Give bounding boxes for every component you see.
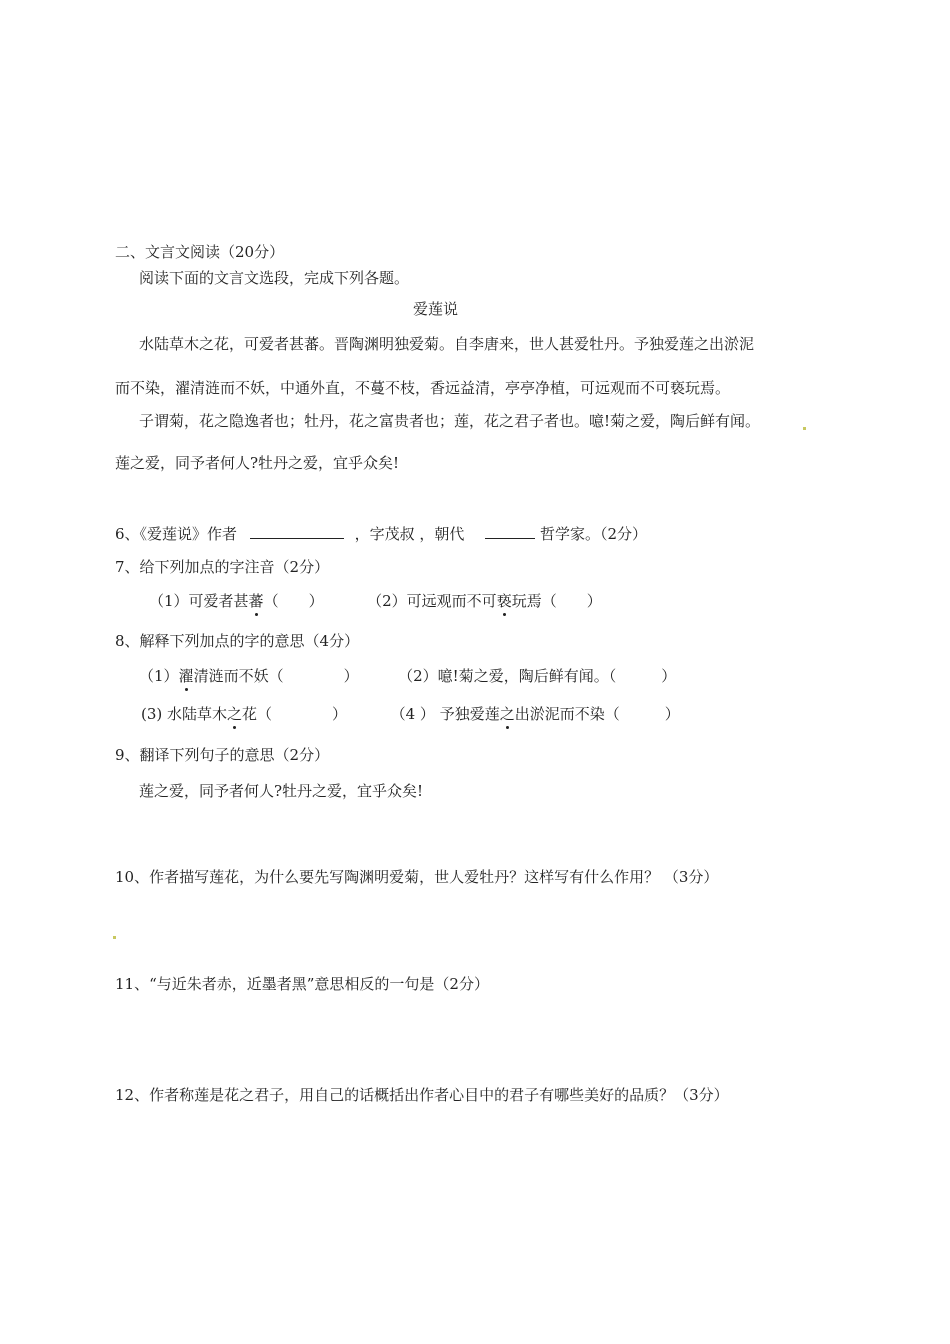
q8-item1-post: 清涟而不妖（ ） xyxy=(193,667,359,685)
q7-item2-dotted: 亵 xyxy=(496,592,512,610)
q6-part2: ，字茂叔 ，朝代 xyxy=(354,525,465,543)
question-9-stem: 9、翻译下列句子的意思（2分） xyxy=(115,746,330,764)
question-7-items xyxy=(149,591,602,611)
section-instruction: 阅读下面的文言文选段，完成下列各题。 xyxy=(139,269,410,287)
question-6 xyxy=(115,522,647,544)
question-11: 11、“与近朱者赤，近墨者黑”意思相反的一句是（2分） xyxy=(115,975,489,993)
passage-p2-line2: 莲之爱，同予者何人?牡丹之爱，宜乎众矣! xyxy=(115,454,400,472)
question-8-row2 xyxy=(141,704,680,724)
question-12: 12、作者称莲是花之君子，用自己的话概括出作者心目中的君子有哪些美好的品质？（3分） xyxy=(115,1086,729,1104)
q8-item3-post: 花（ ） xyxy=(242,705,348,723)
q6-part1: 6、《爱莲说》作者 xyxy=(115,525,238,543)
q7-item1-post: （ ） xyxy=(263,592,324,610)
q7-item2-pre: （2）可远观而不可 xyxy=(367,592,497,610)
q7-item1-pre: （1）可爱者甚 xyxy=(149,592,249,610)
q8-item3-pre: (3) 水陆草木 xyxy=(141,705,228,723)
q6-dynasty-blank[interactable] xyxy=(485,522,535,539)
question-8-stem: 8、解释下列加点的字的意思（4分） xyxy=(115,632,360,650)
q8-item4-post: 出淤泥而不染（ ） xyxy=(514,705,680,723)
q8-item4-dotted: 之 xyxy=(499,705,515,723)
q7-item2-post: 玩焉（ ） xyxy=(511,592,602,610)
q8-item2: （2）噫!菊之爱，陶后鲜有闻。（ ） xyxy=(398,667,677,685)
speck-mark xyxy=(113,936,116,939)
q7-item1-dotted: 蕃 xyxy=(248,592,264,610)
speck-mark-2 xyxy=(803,427,806,430)
q6-author-blank[interactable] xyxy=(250,522,344,539)
q8-item3-dotted: 之 xyxy=(227,705,243,723)
q8-item4-pre: （4 ） 予独爱莲 xyxy=(390,705,500,723)
q8-item1-dotted: 濯 xyxy=(178,667,194,685)
question-9-sentence: 莲之爱，同予者何人?牡丹之爱，宜乎众矣! xyxy=(139,782,424,800)
question-10: 10、作者描写莲花，为什么要先写陶渊明爱菊，世人爱牡丹？这样写有什么作用？ （3分） xyxy=(115,868,719,886)
q8-item1-pre: （1） xyxy=(139,667,179,685)
section-heading: 二、文言文阅读（20分） xyxy=(115,243,285,261)
question-7-stem: 7、给下列加点的字注音（2分） xyxy=(115,558,330,576)
passage-p1-line2: 而不染，濯清涟而不妖，中通外直，不蔓不枝，香远益清，亭亭净植，可远观而不可亵玩焉。 xyxy=(115,379,731,397)
passage-p2-line1: 子谓菊，花之隐逸者也；牡丹，花之富贵者也；莲，花之君子者也。噫!菊之爱，陶后鲜有闻。 xyxy=(139,412,761,430)
question-8-row1 xyxy=(139,666,676,686)
q6-part3: 哲学家。（2分） xyxy=(539,525,647,543)
passage-title: 爱莲说 xyxy=(413,300,459,318)
passage-p1-line1: 水陆草木之花，可爱者甚蕃。晋陶渊明独爱菊。自李唐来，世人甚爱牡丹。予独爱莲之出淤泥 xyxy=(139,335,755,353)
